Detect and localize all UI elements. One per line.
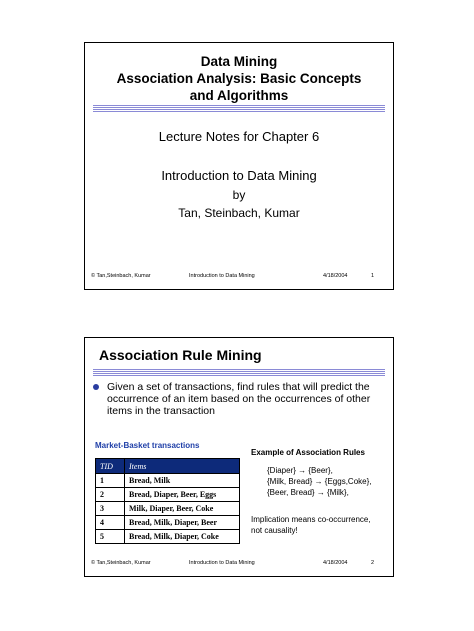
footer-book: Introduction to Data Mining <box>189 560 255 566</box>
rule-line: {Milk, Bread} → {Eggs,Coke}, <box>267 477 372 486</box>
title-divider <box>93 105 385 112</box>
slide-1-footer <box>85 273 393 283</box>
slide-1-title <box>85 53 393 104</box>
lecture-notes: Lecture Notes for Chapter 6 <box>158 129 320 144</box>
title-line: Data Mining <box>200 54 278 69</box>
rule-line: {Diaper} → {Beer}, <box>267 466 333 475</box>
tid-cell: 2 <box>96 488 125 502</box>
table-row <box>96 474 240 488</box>
title-line: Association Analysis: Basic Concepts <box>116 71 362 86</box>
table-row <box>96 530 240 544</box>
title-divider <box>93 369 385 376</box>
implication-line: not causality! <box>251 526 298 535</box>
footer-date: 4/18/2004 <box>323 560 348 566</box>
items-cell: Bread, Milk <box>125 474 240 488</box>
tid-cell: 3 <box>96 502 125 516</box>
table-row <box>96 516 240 530</box>
table-row <box>96 488 240 502</box>
column-header-items: Items <box>125 459 240 474</box>
table-label: Market-Basket transactions <box>95 441 200 450</box>
slide-2 <box>84 337 394 577</box>
slide-1 <box>84 42 394 290</box>
bullet-text <box>107 381 392 417</box>
implication-note <box>251 514 391 536</box>
items-cell: Bread, Diaper, Beer, Eggs <box>125 488 240 502</box>
footer-copyright: © Tan,Steinbach, Kumar <box>91 560 151 566</box>
bullet-line: items in the transaction <box>107 405 215 417</box>
footer-date: 4/18/2004 <box>323 273 348 279</box>
example-title: Example of Association Rules <box>251 448 365 457</box>
implication-line: Implication means co-occurrence, <box>251 515 371 524</box>
bullet-icon <box>93 384 99 390</box>
footer-copyright: © Tan,Steinbach, Kumar <box>91 273 151 279</box>
slide-2-footer <box>85 560 393 570</box>
footer-book: Introduction to Data Mining <box>189 273 255 279</box>
book-title: Introduction to Data Mining <box>161 168 317 183</box>
slide-2-title: Association Rule Mining <box>99 347 262 363</box>
rule-line: {Beer, Bread} → {Milk}, <box>267 488 349 497</box>
tid-cell: 1 <box>96 474 125 488</box>
bullet-line: occurrence of an item based on the occurrences of other <box>107 393 371 405</box>
footer-page: 1 <box>371 273 375 279</box>
association-rules <box>267 465 372 498</box>
bullet-line: Given a set of transactions, find rules that will predict the <box>107 381 370 393</box>
footer-page: 2 <box>371 560 375 566</box>
transactions-table <box>95 458 240 544</box>
tid-cell: 4 <box>96 516 125 530</box>
by-text: by <box>232 188 246 202</box>
items-cell: Bread, Milk, Diaper, Beer <box>125 516 240 530</box>
items-cell: Bread, Milk, Diaper, Coke <box>125 530 240 544</box>
column-header-tid: TID <box>96 459 125 474</box>
table-row <box>96 502 240 516</box>
tid-cell: 5 <box>96 530 125 544</box>
items-cell: Milk, Diaper, Beer, Coke <box>125 502 240 516</box>
authors: Tan, Steinbach, Kumar <box>178 206 300 220</box>
title-line: and Algorithms <box>189 88 289 103</box>
